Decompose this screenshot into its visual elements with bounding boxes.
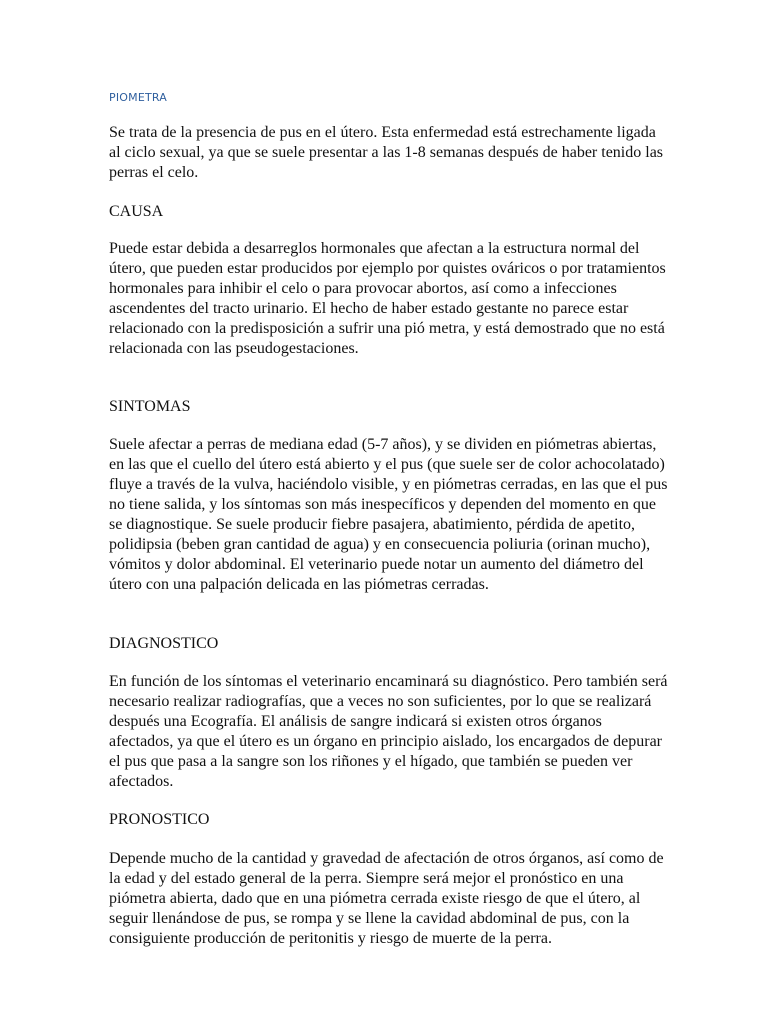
section-heading-causa: CAUSA [109,203,164,220]
section-body-sintomas: Suele afectar a perras de mediana edad (5-7 años), y se dividen en piómetras abiertas, en las que el cuello del útero está abierto y el pus (que suele ser de color achocolatado) fluye a través de la vulva, haciéndolo visible, y en piómetras cerradas, en las que el pus no tiene salida, y los síntomas son más inespecíficos y dependen del momento en que se diagnostique. Se suele producir fiebre pasajera, abatimiento, pérdida de apetito, polidipsia (beben gran cantidad de agua) y en consecuencia poliuria (orinan mucho), vómitos y dolor abdominal. El veterinario puede notar un aumento del diámetro del útero con una palpación delicada en las piómetras cerradas. [109,436,668,593]
document-title: PIOMETRA [109,91,168,104]
section-heading-diagnostico: DIAGNOSTICO [109,635,219,652]
intro-paragraph: Se trata de la presencia de pus en el útero. Esta enfermedad está estrechamente ligada al ciclo sexual, ya que se suele presentar a las 1-8 semanas después de haber tenido las perras el celo. [109,124,664,181]
section-heading-pronostico: PRONOSTICO [109,811,210,828]
section-body-causa: Puede estar debida a desarreglos hormonales que afectan a la estructura normal del útero, que pueden estar producidos por ejemplo por quistes ováricos o por tratamientos hormonales para inhibir el celo o para provocar abortos, así como a infecciones ascendentes del tracto urinario. El hecho de haber estado gestante no parece estar relacionado con la predisposición a sufrir una pió metra, y está demostrado que no está relacionada con las pseudogestaciones. [109,240,666,357]
section-body-pronostico: Depende mucho de la cantidad y gravedad de afectación de otros órganos, así como de la edad y del estado general de la perra. Siempre será mejor el pronóstico en una piómetra abierta, dado que en una piómetra cerrada existe riesgo de que el útero, al seguir llenándose de pus, se rompa y se llene la cavidad abdominal de pus, con la consiguiente producción de peritonitis y riesgo de muerte de la perra. [109,850,664,947]
section-body-diagnostico: En función de los síntomas el veterinario encaminará su diagnóstico. Pero también será necesario realizar radiografías, que a veces no son suficientes, por lo que se realizará después una Ecografía. El análisis de sangre indicará si existen otros órganos afectados, ya que el útero es un órgano en principio aislado, los encargados de depurar el pus que pasa a la sangre son los riñones y el hígado, que también se pueden ver afectados. [109,673,668,790]
section-heading-sintomas: SINTOMAS [109,398,191,415]
